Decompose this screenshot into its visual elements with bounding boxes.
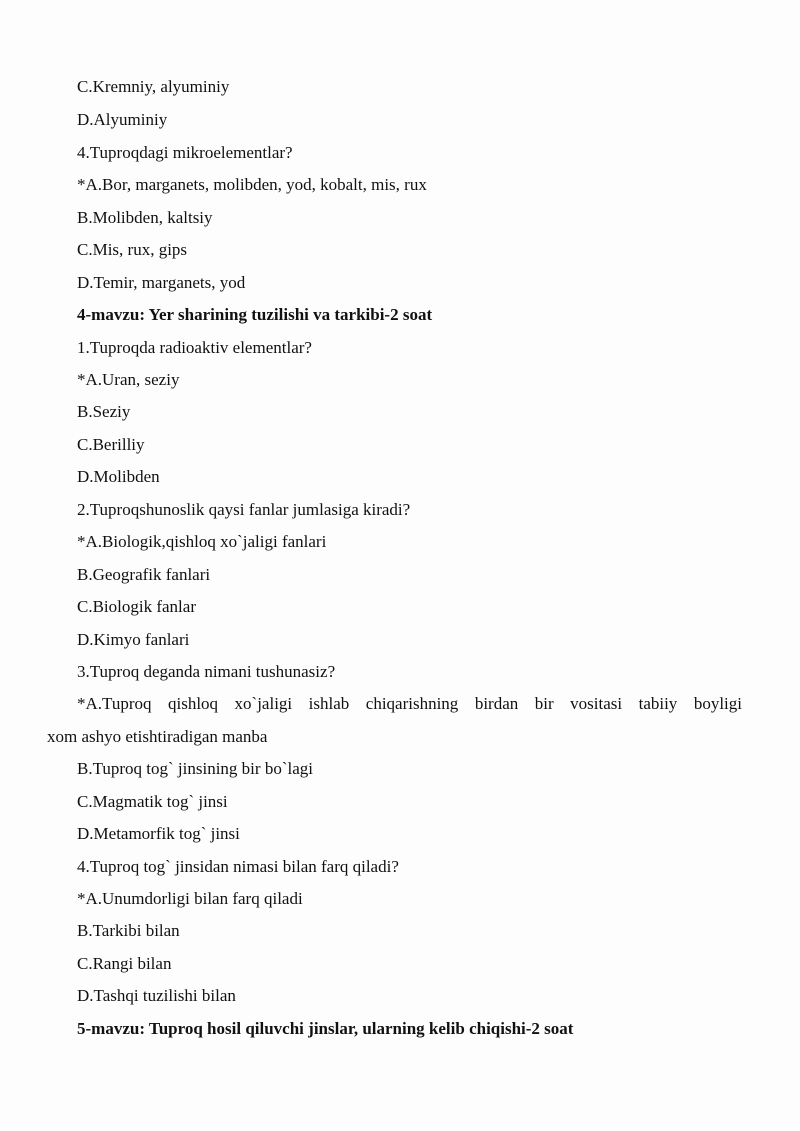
- section-heading: 5-mavzu: Tuproq hosil qiluvchi jinslar, ularning kelib chiqishi-2 soat: [77, 1019, 574, 1038]
- option-a-correct: *A.Tuproq qishloq xo`jaligi ishlab chiqarishning birdan bir vositasi tabiiy boyligi: [77, 694, 742, 713]
- question: 3.Tuproq deganda nimani tushunasiz?: [77, 662, 336, 681]
- option-d: D.Molibden: [77, 467, 160, 486]
- question: 1.Tuproqda radioaktiv elementlar?: [77, 338, 312, 357]
- option-c: C.Biologik fanlar: [77, 597, 196, 616]
- option-d: D.Tashqi tuzilishi bilan: [77, 986, 236, 1005]
- question: 4.Tuproqdagi mikroelementlar?: [77, 143, 293, 162]
- option-b: B.Seziy: [77, 402, 131, 421]
- option-c: C.Berilliy: [77, 435, 145, 454]
- question: 4.Tuproq tog` jinsidan nimasi bilan farq qiladi?: [77, 857, 399, 876]
- question: 2.Tuproqshunoslik qaysi fanlar jumlasiga kiradi?: [77, 500, 411, 519]
- option-b: B.Geografik fanlari: [77, 565, 211, 584]
- option-b: B.Tarkibi bilan: [77, 921, 180, 940]
- option-c: C.Kremniy, alyuminiy: [77, 77, 230, 96]
- option-a-continuation: xom ashyo etishtiradigan manba: [47, 727, 268, 746]
- option-a-correct: *A.Bor, marganets, molibden, yod, kobalt, mis, rux: [77, 175, 427, 194]
- option-d: D.Temir, marganets, yod: [77, 273, 246, 292]
- section-heading: 4-mavzu: Yer sharining tuzilishi va tarkibi-2 soat: [77, 305, 433, 324]
- option-c: C.Rangi bilan: [77, 954, 172, 973]
- option-a-correct: *A.Uran, seziy: [77, 370, 180, 389]
- option-a-correct: *A.Unumdorligi bilan farq qiladi: [77, 889, 303, 908]
- option-a-correct: *A.Biologik,qishloq xo`jaligi fanlari: [77, 532, 327, 551]
- option-d: D.Kimyo fanlari: [77, 630, 190, 649]
- option-c: C.Magmatik tog` jinsi: [77, 792, 228, 811]
- option-b: B.Molibden, kaltsiy: [77, 208, 213, 227]
- option-d: D.Metamorfik tog` jinsi: [77, 824, 240, 843]
- option-c: C.Mis, rux, gips: [77, 240, 188, 259]
- option-b: B.Tuproq tog` jinsining bir bo`lagi: [77, 759, 313, 778]
- option-d: D.Alyuminiy: [77, 110, 168, 129]
